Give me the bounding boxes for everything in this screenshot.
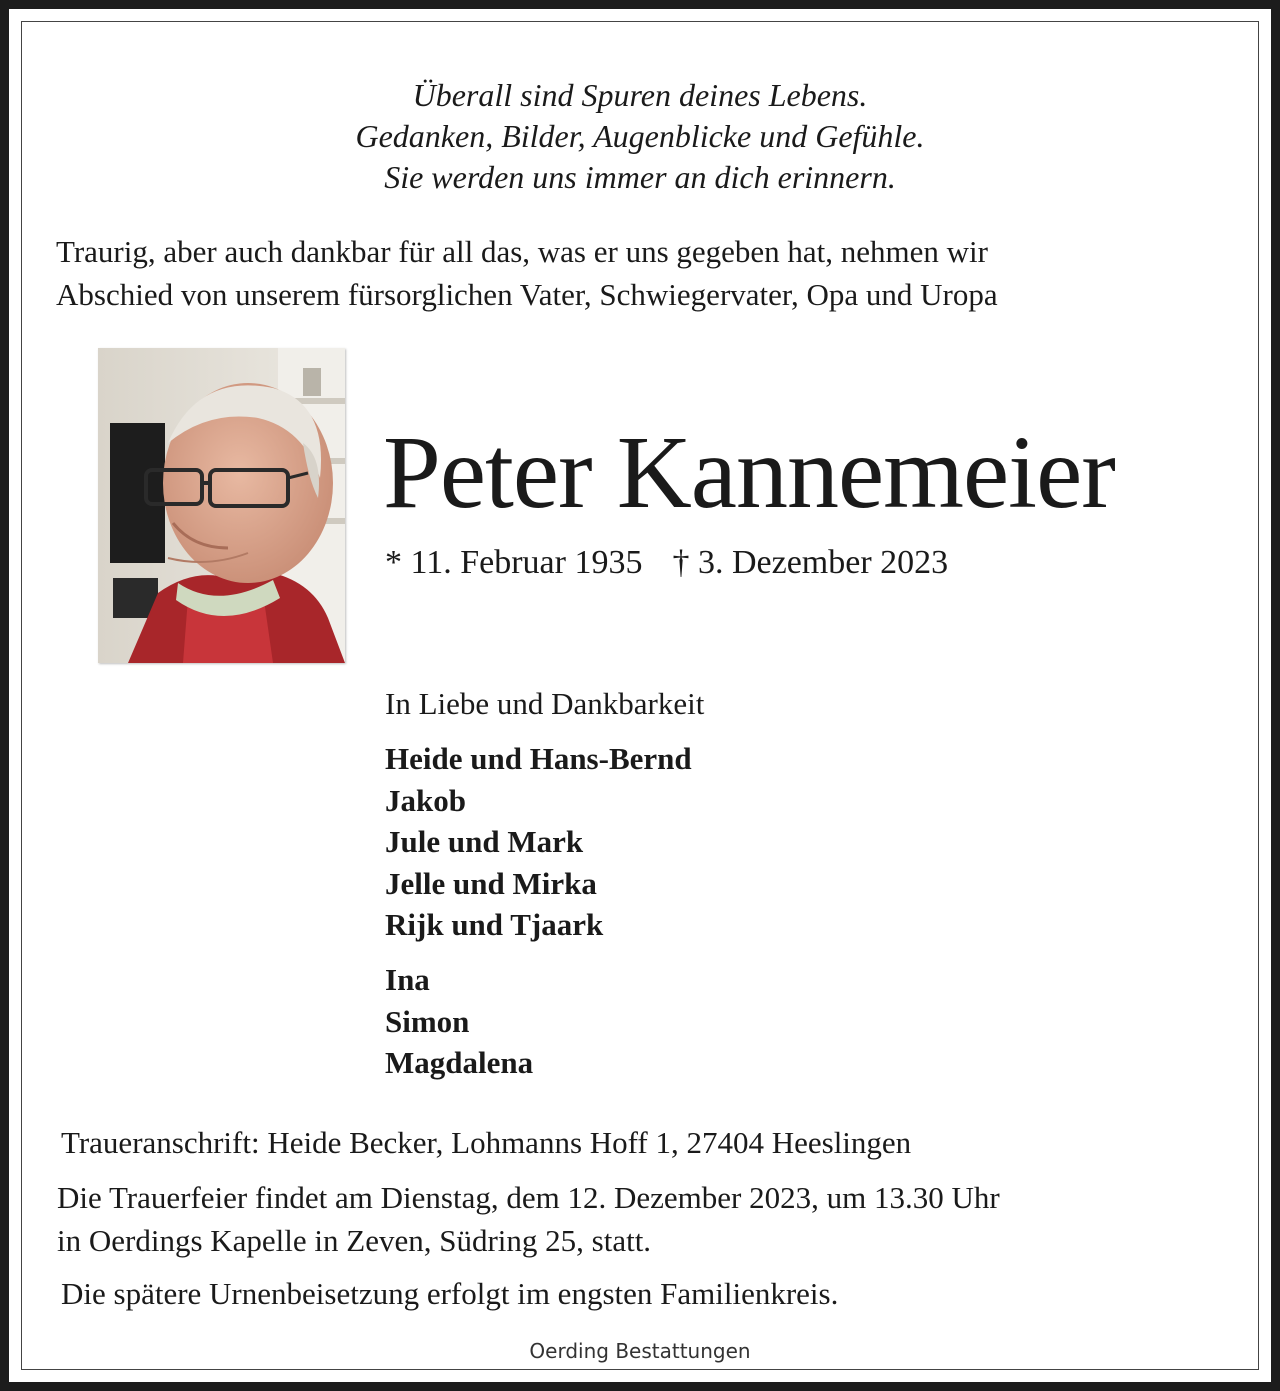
family-list-2 — [385, 959, 533, 1084]
life-dates — [385, 540, 948, 586]
family-member: Magdalena — [385, 1045, 534, 1080]
family-member: Heide und Hans-Bernd — [385, 741, 692, 776]
death-date: † 3. Dezember 2023 — [672, 544, 949, 581]
family-list-1 — [385, 738, 692, 946]
intro-line: Traurig, aber auch dankbar für all das, was er uns gegeben hat, nehmen wir — [56, 234, 988, 269]
family-member: Simon — [385, 1003, 470, 1039]
deceased-name: Peter Kannemeier — [383, 415, 1115, 530]
ceremony-line: Die Trauerfeier findet am Dienstag, dem 12. Dezember 2023, um 13.30 Uhr — [57, 1180, 1000, 1215]
funeral-ceremony — [57, 1176, 1000, 1262]
intro-line: Abschied von unserem fürsorglichen Vater, Schwiegervater, Opa und Uropa — [56, 277, 998, 312]
verse-line: Sie werden uns immer an dich erinnern. — [384, 159, 896, 195]
family-member: Jule und Mark — [385, 824, 584, 859]
family-member: Rijk und Tjaark — [385, 907, 604, 942]
dedication: In Liebe und Dankbarkeit — [385, 686, 705, 721]
family-member: Jakob — [385, 782, 466, 818]
family-member: Ina — [385, 962, 430, 997]
intro-text — [56, 230, 998, 316]
birth-date: * 11. Februar 1935 — [385, 544, 643, 581]
urn-burial-note: Die spätere Urnenbeisetzung erfolgt im engsten Familienkreis. — [61, 1276, 839, 1311]
ceremony-line: in Oerdings Kapelle in Zeven, Südring 25, statt. — [57, 1223, 652, 1258]
portrait-photo — [98, 348, 345, 663]
verse — [0, 75, 1280, 198]
family-member: Jelle und Mirka — [385, 865, 597, 901]
funeral-home-credit: Oerding Bestattungen — [529, 1339, 751, 1363]
verse-line: Überall sind Spuren deines Lebens. — [412, 77, 868, 113]
mourning-address: Traueranschrift: Heide Becker, Lohmanns Hoff 1, 27404 Heeslingen — [61, 1125, 912, 1160]
verse-line: Gedanken, Bilder, Augenblicke und Gefühle. — [355, 118, 925, 154]
